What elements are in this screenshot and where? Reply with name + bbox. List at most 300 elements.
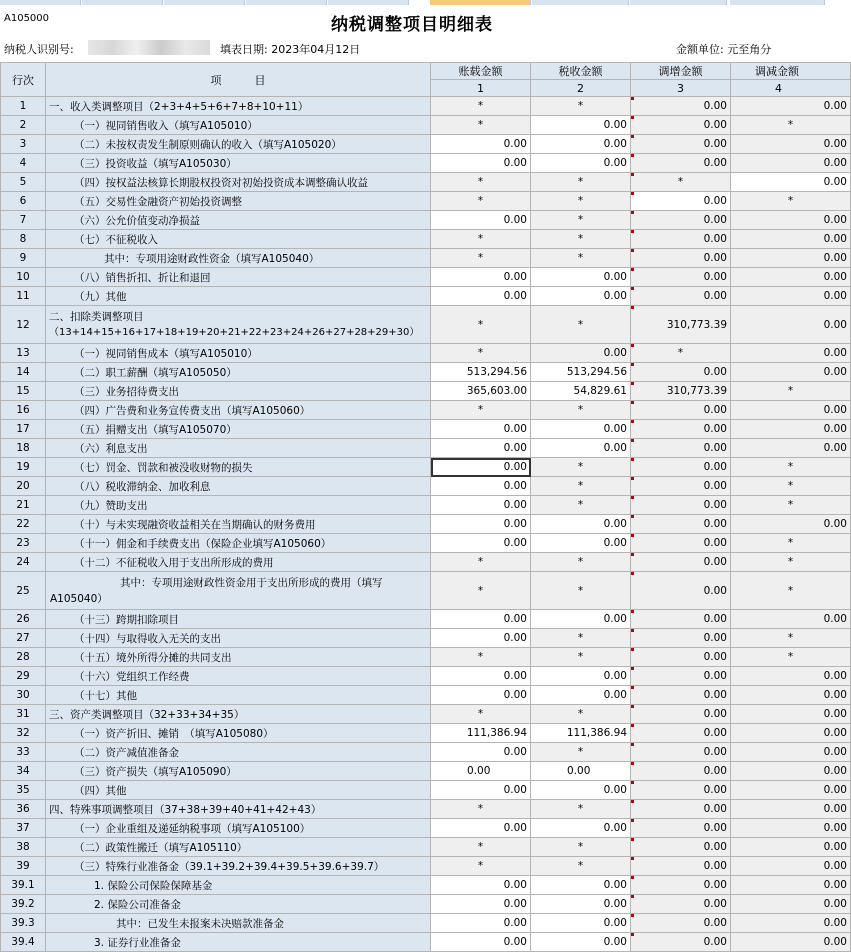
cell-col2: * — [531, 648, 631, 667]
cell-col3: 0.00 — [631, 534, 731, 553]
cell-col4: * — [731, 534, 851, 553]
line-number: 39.1 — [1, 876, 46, 895]
line-number: 39.4 — [1, 933, 46, 952]
cell-col1[interactable]: 0.00 — [431, 496, 531, 515]
line-number: 20 — [1, 477, 46, 496]
item-label: （八）税收滞纳金、加收利息 — [46, 477, 431, 496]
item-label: （七）罚金、罚款和被没收财物的损失 — [46, 458, 431, 477]
cell-col2[interactable]: 0.00 — [531, 895, 631, 914]
cell-col3: 0.00 — [631, 724, 731, 743]
cell-col1[interactable]: 0.00 — [431, 914, 531, 933]
header-line: 行次 — [1, 63, 46, 97]
table-row — [1, 724, 851, 743]
cell-col1: * — [431, 572, 531, 610]
table-row — [1, 895, 851, 914]
item-label: （六）利息支出 — [46, 439, 431, 458]
line-number: 26 — [1, 610, 46, 629]
cell-col2: * — [531, 553, 631, 572]
item-label: 其中：专项用途财政性资金用于支出所形成的费用（填写A105040） — [46, 572, 431, 610]
cell-col3: 0.00 — [631, 743, 731, 762]
cell-col1: * — [431, 173, 531, 192]
cell-col3: 0.00 — [631, 819, 731, 838]
table-row — [1, 496, 851, 515]
cell-col1[interactable]: 0.00 — [431, 781, 531, 800]
table-row — [1, 401, 851, 420]
cell-col1[interactable]: 0.00 — [431, 154, 531, 173]
table-row — [1, 610, 851, 629]
table-row — [1, 420, 851, 439]
cell-col2[interactable]: 0.00 — [531, 420, 631, 439]
cell-col2[interactable]: 0.00 — [531, 515, 631, 534]
cell-col1: * — [431, 192, 531, 211]
cell-col2[interactable]: 0.00 — [531, 914, 631, 933]
cell-col3: 0.00 — [631, 838, 731, 857]
table-row — [1, 344, 851, 363]
cell-col4: 0.00 — [731, 724, 851, 743]
header-increase: 调增金额 — [631, 63, 731, 80]
cell-col1[interactable]: 111,386.94 — [431, 724, 531, 743]
cell-col1[interactable]: 0.00 — [431, 876, 531, 895]
line-number: 4 — [1, 154, 46, 173]
cell-col1[interactable]: 0.00 — [431, 933, 531, 952]
cell-col3: 310,773.39 — [631, 382, 731, 401]
cell-col1[interactable]: 0.00 — [431, 610, 531, 629]
cell-col1: * — [431, 800, 531, 819]
item-label: （一）资产折旧、摊销 （填写A105080） — [46, 724, 431, 743]
table-row — [1, 382, 851, 401]
item-label: （四）广告费和业务宣传费支出（填写A105060） — [46, 401, 431, 420]
cell-col1: * — [431, 705, 531, 724]
item-label: （九）赞助支出 — [46, 496, 431, 515]
line-number: 35 — [1, 781, 46, 800]
cell-col3: 0.00 — [631, 572, 731, 610]
table-row — [1, 553, 851, 572]
item-label: （十六）党组织工作经费 — [46, 667, 431, 686]
line-number: 21 — [1, 496, 46, 515]
line-number: 15 — [1, 382, 46, 401]
cell-col4: 0.00 — [731, 287, 851, 306]
table-row — [1, 686, 851, 705]
cell-col4: 0.00 — [731, 667, 851, 686]
item-label: （十五）境外所得分摊的共同支出 — [46, 648, 431, 667]
line-number: 13 — [1, 344, 46, 363]
line-number: 1 — [1, 97, 46, 116]
cell-col2[interactable]: 0.00 — [531, 154, 631, 173]
line-number: 9 — [1, 249, 46, 268]
table-row — [1, 705, 851, 724]
form-code: A105000 — [4, 13, 50, 24]
cell-col3: 310,773.39 — [631, 306, 731, 344]
cell-col1: * — [431, 116, 531, 135]
table-row — [1, 800, 851, 819]
cell-col1: * — [431, 344, 531, 363]
cell-col2[interactable]: 54,829.61 — [531, 382, 631, 401]
cell-col2[interactable]: 0.00 — [531, 819, 631, 838]
cell-col1[interactable]: 0.00 — [431, 268, 531, 287]
cell-col1[interactable]: 0.00 — [431, 686, 531, 705]
cell-col2: * — [531, 572, 631, 610]
table-row — [1, 116, 851, 135]
cell-col1[interactable]: 365,603.00 — [431, 382, 531, 401]
item-label: 其中：已发生未报案未决赔款准备金 — [46, 914, 431, 933]
table-row — [1, 819, 851, 838]
cell-col3: 0.00 — [631, 420, 731, 439]
line-number: 10 — [1, 268, 46, 287]
cell-col2[interactable]: 0.00 — [531, 933, 631, 952]
cell-col4: 0.00 — [731, 515, 851, 534]
table-row — [1, 743, 851, 762]
cell-col2: * — [531, 173, 631, 192]
cell-col3: 0.00 — [631, 249, 731, 268]
cell-col2[interactable]: 111,386.94 — [531, 724, 631, 743]
line-number: 39.2 — [1, 895, 46, 914]
cell-col4: 0.00 — [731, 876, 851, 895]
cell-col2[interactable]: 0.00 — [531, 268, 631, 287]
item-label: （三）特殊行业准备金（39.1+39.2+39.4+39.5+39.6+39.7） — [46, 857, 431, 876]
table-row — [1, 762, 851, 781]
header-item: 项 目 — [46, 63, 431, 97]
table-row — [1, 458, 851, 477]
cell-col3: 0.00 — [631, 154, 731, 173]
item-label: （四）按权益法核算长期股权投资对初始投资成本调整确认收益 — [46, 173, 431, 192]
item-label: （十四）与取得收入无关的支出 — [46, 629, 431, 648]
cell-col4: 0.00 — [731, 705, 851, 724]
taxpayer-id-redacted — [88, 40, 210, 55]
item-label: （九）其他 — [46, 287, 431, 306]
item-label: （八）销售折扣、折让和退回 — [46, 268, 431, 287]
line-number: 2 — [1, 116, 46, 135]
cell-col3: 0.00 — [631, 857, 731, 876]
line-number: 23 — [1, 534, 46, 553]
adjustment-table — [0, 62, 851, 952]
cell-col4: 0.00 — [731, 610, 851, 629]
cell-col3: 0.00 — [631, 458, 731, 477]
item-label-line1: 二、扣除类调整项目 — [49, 310, 144, 323]
cell-col2[interactable]: 0.00 — [531, 667, 631, 686]
table-row — [1, 439, 851, 458]
cell-col2[interactable]: 0.00 — [531, 781, 631, 800]
cell-col3: 0.00 — [631, 116, 731, 135]
table-row — [1, 572, 851, 610]
cell-col2: * — [531, 496, 631, 515]
table-row — [1, 249, 851, 268]
table-row — [1, 287, 851, 306]
cell-col1[interactable]: 513,294.56 — [431, 363, 531, 382]
col-num-4: 4 — [731, 80, 851, 97]
cell-col4: 0.00 — [731, 401, 851, 420]
line-number: 6 — [1, 192, 46, 211]
cell-col2[interactable]: 0.00 — [531, 439, 631, 458]
col-num-3: 3 — [631, 80, 731, 97]
line-number: 29 — [1, 667, 46, 686]
cell-col4: 0.00 — [731, 249, 851, 268]
cell-col1: * — [431, 230, 531, 249]
cell-col3: 0.00 — [631, 629, 731, 648]
table-row — [1, 914, 851, 933]
cell-col4: 0.00 — [731, 686, 851, 705]
line-number: 7 — [1, 211, 46, 230]
header-tax-amount: 税收金额 — [531, 63, 631, 80]
table-row — [1, 781, 851, 800]
cell-col3: 0.00 — [631, 610, 731, 629]
line-number: 17 — [1, 420, 46, 439]
page-title: 纳税调整项目明细表 — [331, 15, 493, 35]
col-num-2: 2 — [531, 80, 631, 97]
cell-col3: 0.00 — [631, 515, 731, 534]
cell-col4: 0.00 — [731, 420, 851, 439]
cell-col1: * — [431, 838, 531, 857]
cell-col4: 0.00 — [731, 895, 851, 914]
cell-col3: 0.00 — [631, 762, 731, 781]
item-label: （一）视同销售收入（填写A105010） — [46, 116, 431, 135]
item-label: （六）公允价值变动净损益 — [46, 211, 431, 230]
cell-col3: 0.00 — [631, 211, 731, 230]
cell-col4: 0.00 — [731, 211, 851, 230]
fill-date: 填表日期: 2023年04月12日 — [220, 43, 361, 56]
cell-col2[interactable]: 0.00 — [531, 116, 631, 135]
item-label: 3. 证券行业准备金 — [46, 933, 431, 952]
item-label: 1. 保险公司保险保障基金 — [46, 876, 431, 895]
line-number: 11 — [1, 287, 46, 306]
cell-col4: * — [731, 382, 851, 401]
cell-col2: * — [531, 857, 631, 876]
cell-col3: 0.00 — [631, 496, 731, 515]
cell-col4: * — [731, 553, 851, 572]
item-label: 三、资产类调整项目（32+33+34+35） — [46, 705, 431, 724]
line-number: 38 — [1, 838, 46, 857]
cell-col3: 0.00 — [631, 268, 731, 287]
cell-col1[interactable]: 0.00 — [431, 477, 531, 496]
cell-col2: * — [531, 800, 631, 819]
cell-col1[interactable]: 0.00 — [431, 439, 531, 458]
cell-col3: 0.00 — [631, 401, 731, 420]
taxpayer-id-label: 纳税人识别号: — [4, 43, 74, 56]
cell-col1[interactable]: 0.00 — [431, 762, 531, 781]
table-row — [1, 268, 851, 287]
line-number: 34 — [1, 762, 46, 781]
cell-col1[interactable]: 0.00 — [431, 135, 531, 154]
header-decrease: 调减金额 — [731, 63, 851, 80]
item-label: （二）职工薪酬（填写A105050） — [46, 363, 431, 382]
cell-col2[interactable]: 0.00 — [531, 876, 631, 895]
table-row — [1, 154, 851, 173]
cell-col3: 0.00 — [631, 230, 731, 249]
cell-col2[interactable]: 0.00 — [531, 610, 631, 629]
cell-col2[interactable]: 0.00 — [531, 686, 631, 705]
cell-col4: 0.00 — [731, 154, 851, 173]
table-row — [1, 306, 851, 344]
cell-col2[interactable]: 0.00 — [531, 762, 631, 781]
item-label: （一）企业重组及递延纳税事项（填写A105100） — [46, 819, 431, 838]
cell-col1[interactable]: 0.00 — [431, 743, 531, 762]
cell-col4: 0.00 — [731, 838, 851, 857]
cell-col4: 0.00 — [731, 306, 851, 344]
line-number: 22 — [1, 515, 46, 534]
table-row — [1, 857, 851, 876]
cell-col2: * — [531, 705, 631, 724]
cell-col1: * — [431, 648, 531, 667]
cell-col4: 0.00 — [731, 97, 851, 116]
item-label: （十七）其他 — [46, 686, 431, 705]
line-number: 24 — [1, 553, 46, 572]
line-number: 14 — [1, 363, 46, 382]
line-number: 36 — [1, 800, 46, 819]
cell-col3: 0.00 — [631, 97, 731, 116]
cell-col4: * — [731, 629, 851, 648]
cell-col4: 0.00 — [731, 743, 851, 762]
line-number: 8 — [1, 230, 46, 249]
item-label: （十二）不征税收入用于支出所形成的费用 — [46, 553, 431, 572]
line-number: 12 — [1, 306, 46, 344]
item-label: （三）投资收益（填写A105030） — [46, 154, 431, 173]
cell-col2: 0.00 — [531, 344, 631, 363]
table-row — [1, 192, 851, 211]
cell-col4: * — [731, 116, 851, 135]
cell-col2: * — [531, 192, 631, 211]
cell-col4: 0.00 — [731, 933, 851, 952]
table-row — [1, 515, 851, 534]
table-row — [1, 97, 851, 116]
table-row — [1, 629, 851, 648]
line-number: 5 — [1, 173, 46, 192]
cell-col1[interactable]: 0.00 — [431, 895, 531, 914]
table-row — [1, 135, 851, 154]
cell-col1: * — [431, 553, 531, 572]
line-number: 19 — [1, 458, 46, 477]
table-row — [1, 648, 851, 667]
item-label — [46, 306, 431, 344]
cell-col3[interactable]: 0.00 — [631, 192, 731, 211]
cell-col4: 0.00 — [731, 857, 851, 876]
cell-col2: * — [531, 629, 631, 648]
item-label: 一、收入类调整项目（2+3+4+5+6+7+8+10+11） — [46, 97, 431, 116]
cell-col3: 0.00 — [631, 800, 731, 819]
cell-col4: * — [731, 458, 851, 477]
table-row — [1, 230, 851, 249]
cell-col3: 0.00 — [631, 667, 731, 686]
cell-col3: 0.00 — [631, 439, 731, 458]
cell-col3: 0.00 — [631, 135, 731, 154]
cell-col4: * — [731, 496, 851, 515]
line-number: 27 — [1, 629, 46, 648]
cell-col1[interactable]: 0.00 — [431, 534, 531, 553]
cell-col3: 0.00 — [631, 876, 731, 895]
cell-col3: 0.00 — [631, 287, 731, 306]
table-row — [1, 363, 851, 382]
cell-col4: * — [731, 572, 851, 610]
item-label: （二）未按权责发生制原则确认的收入（填写A105020） — [46, 135, 431, 154]
cell-col4: 0.00 — [731, 762, 851, 781]
cell-col2[interactable]: 0.00 — [531, 534, 631, 553]
item-label: （五）交易性金融资产初始投资调整 — [46, 192, 431, 211]
cell-col1[interactable]: 0.00 — [431, 420, 531, 439]
cell-col2: * — [531, 211, 631, 230]
cell-col2: * — [531, 458, 631, 477]
cell-col1[interactable]: 0.00 — [431, 211, 531, 230]
cell-col1[interactable]: 0.00 — [431, 458, 531, 477]
table-row — [1, 667, 851, 686]
cell-col3: 0.00 — [631, 895, 731, 914]
cell-col1[interactable]: 0.00 — [431, 515, 531, 534]
cell-col3: 0.00 — [631, 705, 731, 724]
cell-col3: 0.00 — [631, 477, 731, 496]
item-label: （七）不征税收入 — [46, 230, 431, 249]
item-label: 2. 保险公司准备金 — [46, 895, 431, 914]
cell-col4: 0.00 — [731, 800, 851, 819]
cell-col3: * — [631, 173, 731, 192]
line-number: 30 — [1, 686, 46, 705]
cell-col3: 0.00 — [631, 933, 731, 952]
cell-col3: 0.00 — [631, 648, 731, 667]
cell-col4[interactable]: 0.00 — [731, 173, 851, 192]
header-book-amount: 账载金额 — [431, 63, 531, 80]
cell-col1[interactable]: 0.00 — [431, 287, 531, 306]
item-label: （十一）佣金和手续费支出（保险企业填写A105060） — [46, 534, 431, 553]
cell-col3: 0.00 — [631, 686, 731, 705]
cell-col1: * — [431, 97, 531, 116]
item-label: （三）业务招待费支出 — [46, 382, 431, 401]
line-number: 31 — [1, 705, 46, 724]
line-number: 28 — [1, 648, 46, 667]
cell-col2: * — [531, 97, 631, 116]
cell-col2[interactable]: 0.00 — [531, 287, 631, 306]
item-label: （十）与未实现融资收益相关在当期确认的财务费用 — [46, 515, 431, 534]
item-label: （五）捐赠支出（填写A105070） — [46, 420, 431, 439]
item-label: （十三）跨期扣除项目 — [46, 610, 431, 629]
cell-col1[interactable]: 0.00 — [431, 667, 531, 686]
table-row — [1, 173, 851, 192]
cell-col2: * — [531, 401, 631, 420]
cell-col1: * — [431, 306, 531, 344]
cell-col2: * — [531, 838, 631, 857]
line-number: 39.3 — [1, 914, 46, 933]
unit-label: 金额单位: 元至角分 — [676, 43, 772, 56]
table-row — [1, 534, 851, 553]
cell-col2[interactable]: 513,294.56 — [531, 363, 631, 382]
cell-col4: * — [731, 648, 851, 667]
cell-col4: 0.00 — [731, 914, 851, 933]
line-number: 32 — [1, 724, 46, 743]
item-label: （一）视同销售成本（填写A105010） — [46, 344, 431, 363]
cell-col1: * — [431, 857, 531, 876]
cell-col4: 0.00 — [731, 781, 851, 800]
cell-col3: 0.00 — [631, 553, 731, 572]
cell-col4: 0.00 — [731, 819, 851, 838]
cell-col3: 0.00 — [631, 914, 731, 933]
line-number: 33 — [1, 743, 46, 762]
cell-col3: 0.00 — [631, 781, 731, 800]
cell-col3: * — [631, 344, 731, 363]
cell-col2: * — [531, 477, 631, 496]
cell-col1[interactable]: 0.00 — [431, 629, 531, 648]
cell-col1[interactable]: 0.00 — [431, 819, 531, 838]
item-label: （二）政策性搬迁（填写A105110） — [46, 838, 431, 857]
line-number: 3 — [1, 135, 46, 154]
table-row — [1, 477, 851, 496]
item-label: 其中：专项用途财政性资金（填写A105040） — [46, 249, 431, 268]
table-row — [1, 211, 851, 230]
line-number: 39 — [1, 857, 46, 876]
table-row — [1, 876, 851, 895]
cell-col2: * — [531, 230, 631, 249]
cell-col4: 0.00 — [731, 344, 851, 363]
cell-col2: * — [531, 743, 631, 762]
cell-col4: 0.00 — [731, 268, 851, 287]
cell-col2[interactable]: 0.00 — [531, 135, 631, 154]
cell-col2: * — [531, 306, 631, 344]
cell-col4: 0.00 — [731, 230, 851, 249]
cell-col4: * — [731, 477, 851, 496]
